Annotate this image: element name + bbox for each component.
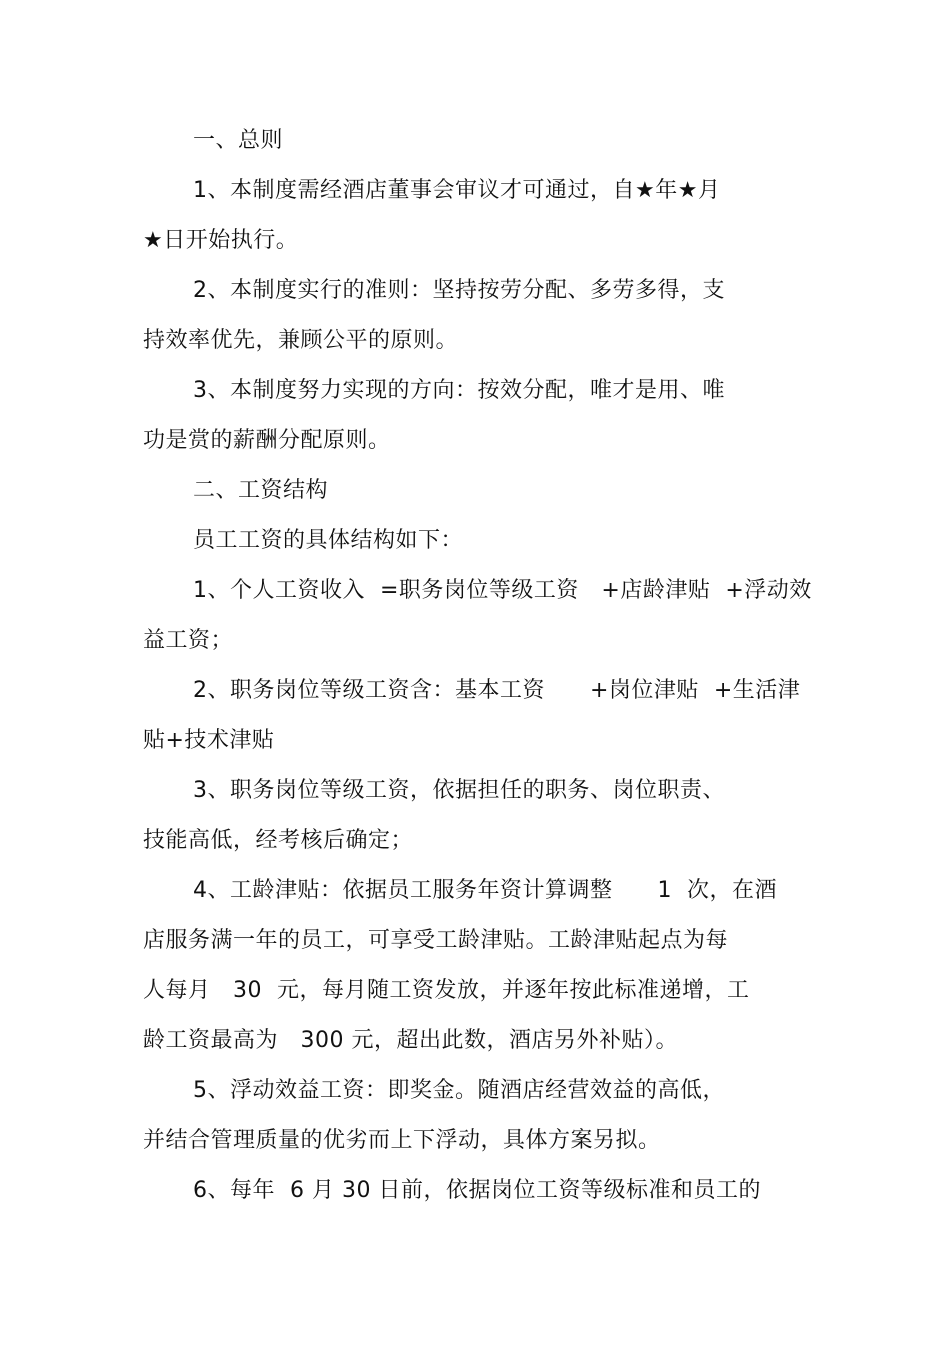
paragraph-line: 益工资； xyxy=(143,628,234,653)
paragraph-line: 并结合管理质量的优劣而上下浮动，具体方案另拟。 xyxy=(143,1128,661,1153)
paragraph-line: 5、浮动效益工资：即奖金。随酒店经营效益的高低， xyxy=(193,1078,725,1103)
paragraph-line: 龄工资最高为 300 元，超出此数，酒店另外补贴）。 xyxy=(143,1028,678,1053)
paragraph-line: 6、每年 6 月 30 日前，依据岗位工资等级标准和员工的 xyxy=(193,1178,761,1203)
paragraph-line: 4、工龄津贴：依据员工服务年资计算调整 1 次，在酒 xyxy=(193,878,777,903)
paragraph-line: 1、本制度需经酒店董事会审议才可通过，自★年★月 xyxy=(193,178,721,203)
paragraph-line: 人每月 30 元，每月随工资发放，并逐年按此标准递增，工 xyxy=(143,978,750,1003)
paragraph-line: 3、职务岗位等级工资，依据担任的职务、岗位职责、 xyxy=(193,778,725,803)
paragraph-line: 功是赏的薪酬分配原则。 xyxy=(143,428,391,453)
paragraph-line: 持效率优先，兼顾公平的原则。 xyxy=(143,328,459,353)
paragraph-line: 店服务满一年的员工，可享受工龄津贴。工龄津贴起点为每 xyxy=(143,928,729,953)
paragraph-line: 贴+技术津贴 xyxy=(143,728,275,753)
paragraph-line: 3、本制度努力实现的方向：按效分配，唯才是用、唯 xyxy=(193,378,725,403)
paragraph-line: ★日开始执行。 xyxy=(143,228,299,253)
section-heading-general: 一、总则 xyxy=(193,128,284,153)
paragraph-line: 员工工资的具体结构如下： xyxy=(193,528,464,553)
paragraph-line: 2、职务岗位等级工资含：基本工资 +岗位津贴 +生活津 xyxy=(193,678,801,703)
paragraph-line: 技能高低，经考核后确定； xyxy=(143,828,414,853)
paragraph-line: 2、本制度实行的准则：坚持按劳分配、多劳多得，支 xyxy=(193,278,725,303)
section-heading-wage-structure: 二、工资结构 xyxy=(193,478,329,503)
paragraph-line: 1、个人工资收入 =职务岗位等级工资 +店龄津贴 +浮动效 xyxy=(193,578,812,603)
